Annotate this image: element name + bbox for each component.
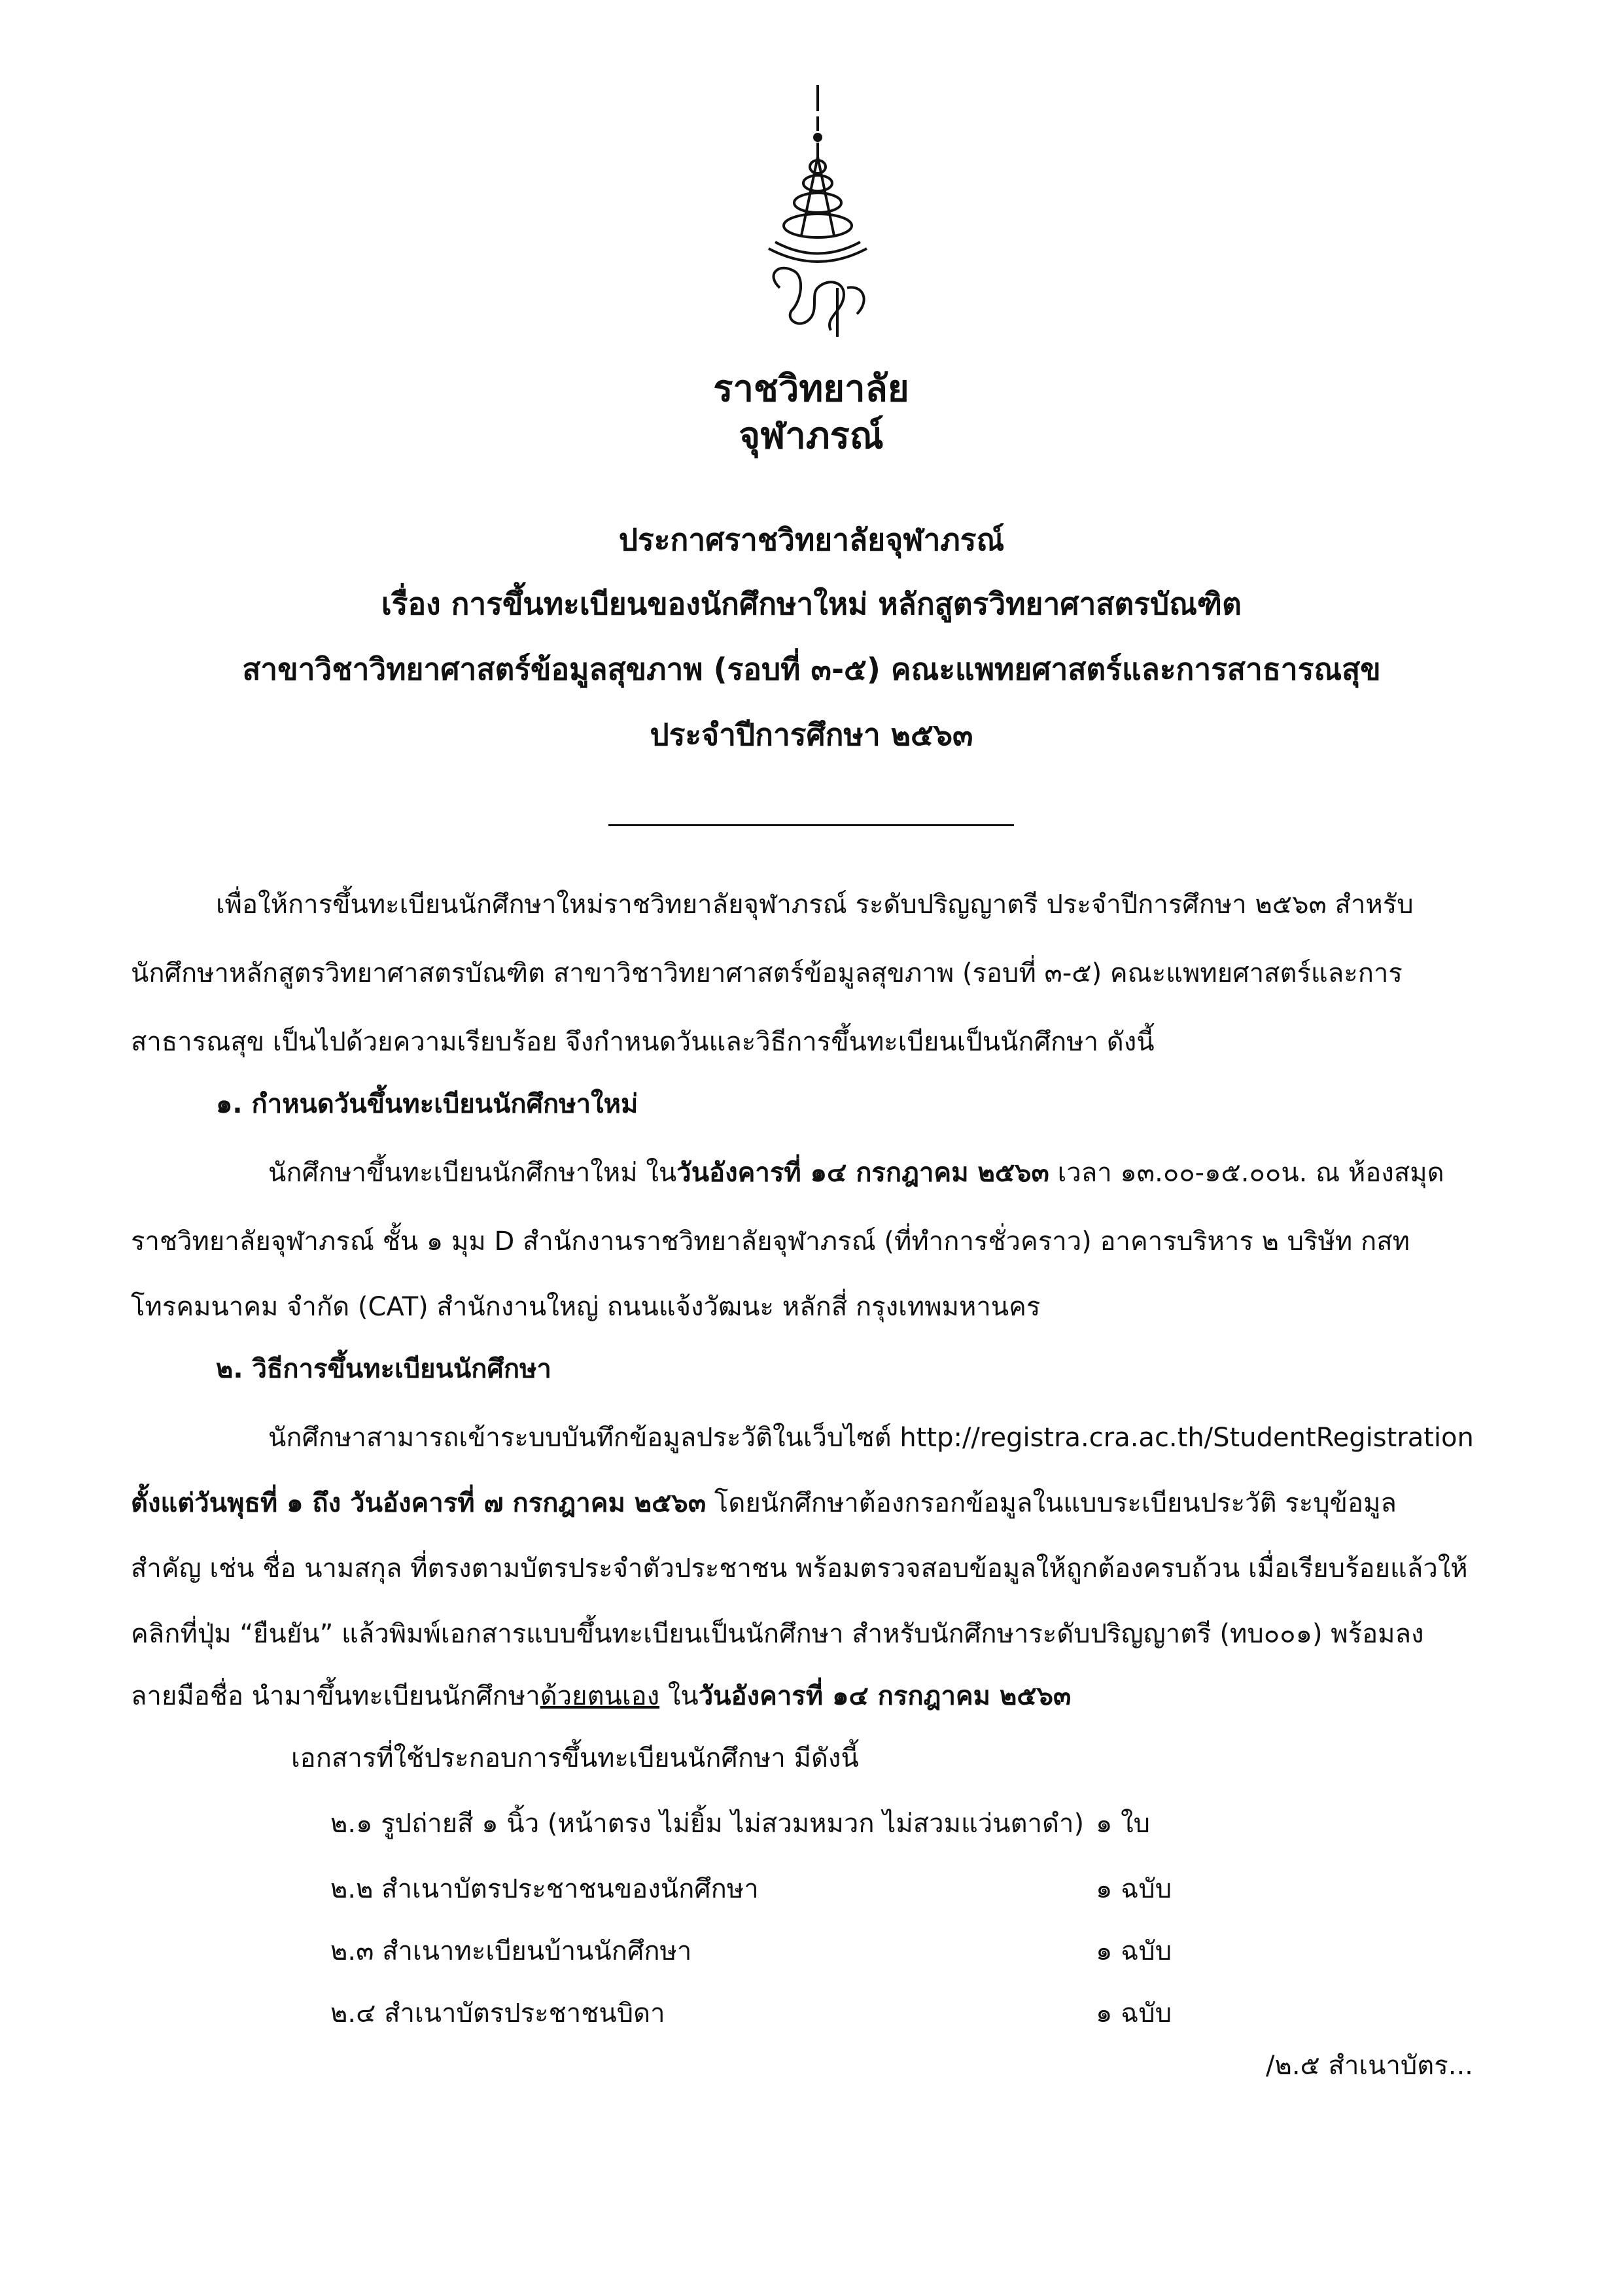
document-item-label: ๒.๑ รูปถ่ายสี ๑ นิ้ว (หน้าตรง ไม่ยิ้ม ไม่สวมหมวก ไม่สวมแว่นตาดำ) (330, 1809, 1085, 1839)
document-item-label: ๒.๒ สำเนาบัตรประชาชนของนักศึกษา (330, 1874, 759, 1904)
section2-line-1: นักศึกษาสามารถเข้าระบบบันทึกข้อมูลประวัติในเว็บไซต์ http://registra.cra.ac.th/StudentRegistration (268, 1423, 1474, 1453)
documents-intro: เอกสารที่ใช้ประกอบการขึ้นทะเบียนนักศึกษา มีดังนี้ (291, 1743, 859, 1773)
section2-line-2 (131, 1485, 1397, 1522)
intro-line-2: นักศึกษาหลักสูตรวิทยาศาสตรบัณฑิต สาขาวิชาวิทยาศาสตร์ข้อมูลสุขภาพ (รอบที่ ๓-๕) คณะแพทยศาสตร์และการ (131, 958, 1403, 988)
registration-date: วันอังคารที่ ๑๔ กรกฎาคม ๒๕๖๓ (698, 1681, 1072, 1711)
section1-text: นักศึกษาขึ้นทะเบียนนักศึกษาใหม่ ใน (268, 1158, 677, 1188)
section2-text: ลายมือชื่อ นำมาขึ้นทะเบียนนักศึกษา (131, 1681, 540, 1711)
document-item-qty: ๑ ฉบับ (1096, 1874, 1172, 1904)
intro-line-1: เพื่อให้การขึ้นทะเบียนนักศึกษาใหม่ราชวิทยาลัยจุฬาภรณ์ ระดับปริญญาตรี ประจำปีการศึกษา ๒๕๖๓ สำหรับ (216, 890, 1414, 920)
section2-line-5 (131, 1678, 1071, 1714)
section1-heading: ๑. กำหนดวันขึ้นทะเบียนนักศึกษาใหม่ (216, 1089, 638, 1119)
document-item-qty: ๑ ฉบับ (1096, 1936, 1172, 1966)
document-item-label: ๒.๔ สำเนาบัตรประชาชนบิดา (330, 1998, 665, 2028)
in-person-emphasis: ด้วยตนเอง (540, 1681, 660, 1711)
announcement-program: สาขาวิชาวิทยาศาสตร์ข้อมูลสุขภาพ (รอบที่ ๓-๕) คณะแพทยศาสตร์และการสาธารณสุข (242, 652, 1381, 687)
section1-line-3: โทรคมนาคม จำกัด (CAT) สำนักงานใหญ่ ถนนแจ้งวัฒนะ หลักสี่ กรุงเทพมหานคร (131, 1292, 1041, 1322)
section2-line-4: คลิกที่ปุ่ม “ยืนยัน” แล้วพิมพ์เอกสารแบบขึ้นทะเบียนเป็นนักศึกษา สำหรับนักศึกษาระดับปริญญาตรี (ทบ๐๐๑) พร้อมลง (131, 1619, 1424, 1649)
document-item-qty: ๑ ใบ (1096, 1809, 1151, 1839)
section1-line-2: ราชวิทยาลัยจุฬาภรณ์ ชั้น ๑ มุม D สำนักงานราชวิทยาลัยจุฬาภรณ์ (ที่ทำการชั่วคราว) อาคารบริหาร ๒ บริษัท กสท (131, 1226, 1410, 1257)
title-divider (608, 824, 1014, 826)
section1-line-1 (268, 1155, 1444, 1191)
section2-heading: ๒. วิธีการขึ้นทะเบียนนักศึกษา (216, 1354, 551, 1384)
registration-period: ตั้งแต่วันพุธที่ ๑ ถึง วันอังคารที่ ๗ กรกฎาคม ๒๕๖๓ (131, 1488, 707, 1518)
document-item-label: ๒.๓ สำเนาทะเบียนบ้านนักศึกษา (330, 1936, 692, 1966)
announcement-academic-year: ประจำปีการศึกษา ๒๕๖๓ (650, 717, 973, 752)
continuation-note: /๒.๕ สำเนาบัตร... (1266, 2051, 1473, 2081)
section2-text: ใน (659, 1681, 699, 1711)
university-name-line1: ราชวิทยาลัย (713, 368, 909, 410)
university-name-line2: จุฬาภรณ์ (739, 415, 884, 457)
section2-text: โดยนักศึกษาต้องกรอกข้อมูลในแบบระเบียนประวัติ ระบุข้อมูล (706, 1488, 1397, 1518)
document-item-qty: ๑ ฉบับ (1096, 1998, 1172, 2028)
university-emblem (739, 85, 896, 360)
intro-line-3: สาธารณสุข เป็นไปด้วยความเรียบร้อย จึงกำหนดวันและวิธีการขึ้นทะเบียนเป็นนักศึกษา ดังนี้ (131, 1027, 1155, 1057)
section1-date: วันอังคารที่ ๑๔ กรกฎาคม ๒๕๖๓ (676, 1158, 1049, 1188)
section1-time-place: เวลา ๑๓.๐๐-๑๕.๐๐น. ณ ห้องสมุด (1049, 1158, 1444, 1188)
section2-line-3: สำคัญ เช่น ชื่อ นามสกุล ที่ตรงตามบัตรประจำตัวประชาชน พร้อมตรวจสอบข้อมูลให้ถูกต้องครบถ้วน เมื่อเรียบร้อยแล้วให้ (131, 1554, 1468, 1584)
announcement-subject: เรื่อง การขึ้นทะเบียนของนักศึกษาใหม่ หลักสูตรวิทยาศาสตรบัณฑิต (381, 586, 1242, 621)
announcement-title: ประกาศราชวิทยาลัยจุฬาภรณ์ (618, 522, 1005, 557)
